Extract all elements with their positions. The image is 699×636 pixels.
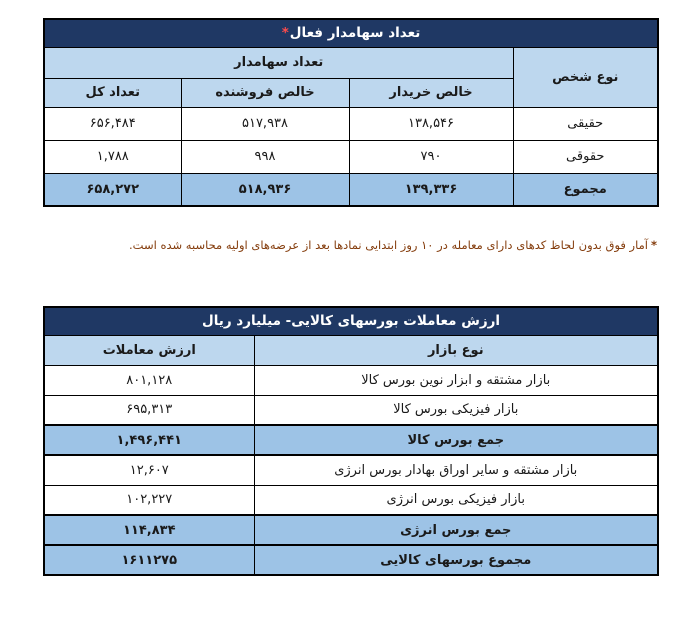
row-label: حقیقی: [513, 107, 658, 140]
footnote-text: آمار فوق بدون لحاظ کدهای دارای معامله در ۱۰ روز ابتدایی نمادها بعد از عرضه‌های اولیه محاسبه شده است.: [129, 238, 648, 252]
market-label: بازار مشتقه و ابزار نوین بورس کالا: [254, 365, 658, 395]
col-header-net-seller: خالص فروشنده: [181, 78, 349, 107]
table-row-individual: [44, 107, 658, 140]
table-row-total: [44, 173, 658, 206]
net-seller-value: ۹۹۸: [181, 140, 349, 173]
market-label: جمع بورس کالا: [254, 425, 658, 455]
market-value: ۱۱۴,۸۳۴: [44, 515, 254, 545]
col-header-market-type: نوع بازار: [254, 335, 658, 365]
asterisk-icon: *: [281, 25, 289, 42]
net-buyer-value: ۷۹۰: [349, 140, 513, 173]
asterisk-icon: *: [650, 238, 657, 252]
market-value: ۶۹۵,۳۱۳: [44, 395, 254, 425]
net-seller-value: ۵۱۸,۹۳۶: [181, 173, 349, 206]
group-header-shareholder-count: تعداد سهامدار: [44, 47, 513, 78]
commodity-exchanges-value-table: [43, 306, 659, 576]
market-label: جمع بورس انرژی: [254, 515, 658, 545]
table-row-derivatives-commodity: [44, 365, 658, 395]
market-value: ۱۰۲,۲۲۷: [44, 485, 254, 515]
col-header-net-buyer: خالص خریدار: [349, 78, 513, 107]
col-header-trade-value: ارزش معاملات: [44, 335, 254, 365]
total-count-value: ۶۵۸,۲۷۲: [44, 173, 181, 206]
col-header-total-count: تعداد کل: [44, 78, 181, 107]
shareholders-table-title-cell: [44, 19, 658, 47]
footnote: [42, 237, 657, 254]
table-row-physical-commodity: [44, 395, 658, 425]
market-value: ۱۶۱۱۲۷۵: [44, 545, 254, 575]
table-row-physical-energy: [44, 485, 658, 515]
market-value: ۱,۴۹۶,۴۴۱: [44, 425, 254, 455]
row-label: حقوقی: [513, 140, 658, 173]
table-row-derivatives-energy: [44, 455, 658, 485]
market-value: ۱۲,۶۰۷: [44, 455, 254, 485]
commodity-table-title-row: [44, 307, 658, 335]
table-row-commodity-exchange-sum: [44, 425, 658, 455]
active-shareholders-table: [43, 18, 659, 207]
market-value: ۸۰۱,۱۲۸: [44, 365, 254, 395]
market-label: بازار مشتقه و سایر اوراق بهادار بورس انرژی: [254, 455, 658, 485]
commodity-header-row: [44, 335, 658, 365]
total-count-value: ۱,۷۸۸: [44, 140, 181, 173]
row-label: مجموع: [513, 173, 658, 206]
shareholders-group-header-row: [44, 47, 658, 78]
table-row-grand-total: [44, 545, 658, 575]
market-label: بازار فیزیکی بورس کالا: [254, 395, 658, 425]
net-buyer-value: ۱۳۹,۳۳۶: [349, 173, 513, 206]
shareholders-table-title: تعداد سهامدار فعال: [289, 25, 421, 42]
total-count-value: ۶۵۶,۴۸۴: [44, 107, 181, 140]
market-label: مجموع بورسهای کالایی: [254, 545, 658, 575]
col-header-person-type: نوع شخص: [513, 47, 658, 107]
shareholders-table-title-row: [44, 19, 658, 47]
table-row-energy-exchange-sum: [44, 515, 658, 545]
net-seller-value: ۵۱۷,۹۳۸: [181, 107, 349, 140]
commodity-table-title: ارزش معاملات بورسهای کالایی- میلیارد ریال: [44, 307, 658, 335]
net-buyer-value: ۱۳۸,۵۴۶: [349, 107, 513, 140]
table-row-legal: [44, 140, 658, 173]
market-label: بازار فیزیکی بورس انرژی: [254, 485, 658, 515]
